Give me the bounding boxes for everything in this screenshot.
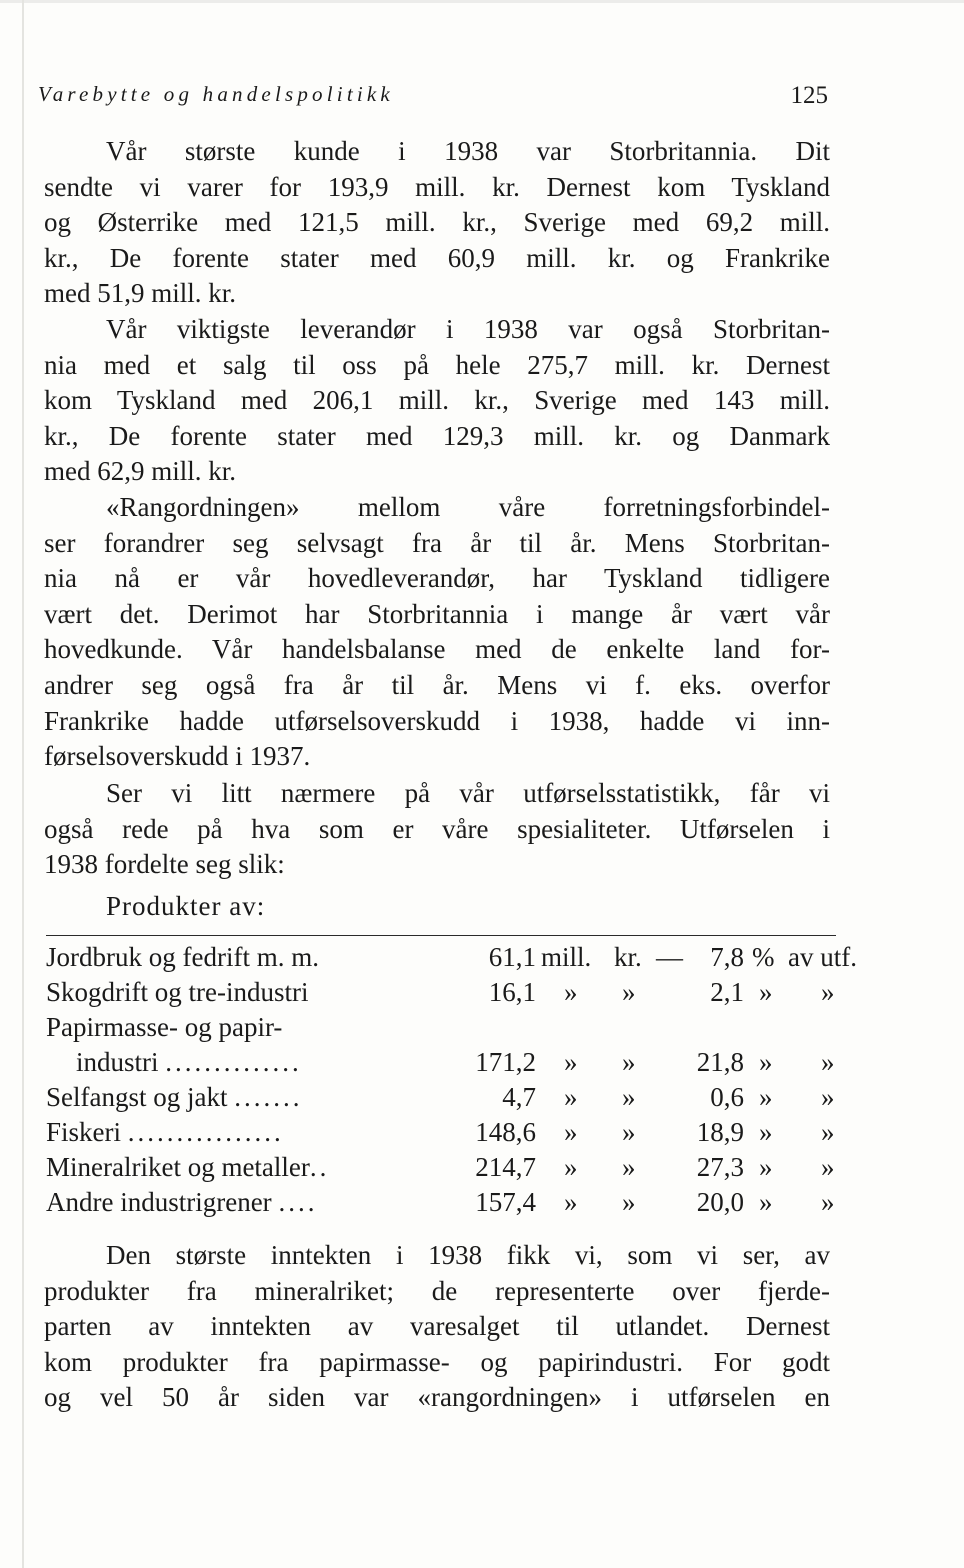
page-number: 125 [790,82,828,109]
row-tail: av utf. [788,942,857,972]
leader-dots: .. [309,1152,330,1182]
row-label [76,1047,302,1078]
ditto-mark: » [821,1082,835,1112]
products-heading: Produkter av: [106,891,266,921]
table-row [46,1187,836,1222]
row-percent: 20,0 [696,1187,744,1217]
ditto-mark: » [564,1117,578,1147]
text-line: førselsoverskudd i 1937. [44,741,311,772]
text-line: kom produkter fra papirmasse- og papirindustri. For godt [44,1346,830,1377]
text-line: Ser vi litt nærmere på vår utførselsstatistikk, får vi [106,778,830,808]
ditto-mark: » [821,977,835,1007]
paragraph-4 [44,776,830,883]
ditto-mark: » [622,1187,636,1217]
row-amount: 171,2 [475,1047,536,1077]
text-line: og Østerrike med 121,5 mill. kr., Sverige med 69,2 mill. [44,207,830,238]
row-amount: 214,7 [475,1152,536,1182]
text-line: kr., De forente stater med 129,3 mill. kr. og Danmark [44,420,830,451]
row-label: Jordbruk og fedrift m. m. [46,942,319,972]
text-line: kr., De forente stater med 60,9 mill. kr. og Frankrike [44,242,830,273]
row-percent: 7,8 [710,942,744,972]
text-line: nia med et salg til oss på hele 275,7 mill. kr. Dernest [44,349,830,380]
text-line: vært det. Derimot har Storbritannia i mange år vært vår [44,598,830,629]
table-row [46,977,836,1012]
row-percent: 18,9 [696,1117,744,1147]
paragraph-1 [44,134,830,312]
row-label: Papirmasse- og papir- [46,1012,283,1042]
text-line: også rede på hva som er våre spesialiteter. Utførselen i [44,813,830,844]
ditto-mark: » [759,1117,773,1147]
leader-dots: .............. [165,1047,302,1077]
text-line: Den største inntekten i 1938 fikk vi, som vi ser, av [106,1240,830,1270]
row-amount: 4,7 [502,1082,536,1112]
ditto-mark: » [759,1187,773,1217]
label-text: industri [76,1047,159,1077]
text-line: Vår viktigste leverandør i 1938 var også Storbritan- [106,314,830,344]
row-label [46,1082,302,1113]
text-line: «Rangordningen» mellom våre forretningsforbindel- [106,492,830,522]
ditto-mark: » [622,1082,636,1112]
table-top-rule [46,935,836,936]
label-text: Mineralriket og metaller [46,1152,310,1182]
leader-dots: ....... [234,1082,303,1112]
row-percent: 21,8 [696,1047,744,1077]
row-label [46,1187,317,1218]
leader-dots: .... [278,1187,318,1217]
label-text: Selfangst og jakt [46,1082,228,1112]
row-percent-sign: % [752,942,775,972]
ditto-mark: » [564,977,578,1007]
row-amount: 61,1 [488,942,536,972]
text-line: Vår største kunde i 1938 var Storbritannia. Dit [106,136,830,166]
row-percent: 27,3 [696,1152,744,1182]
text-line: og vel 50 år siden var «rangordningen» i utførselen en [44,1382,830,1413]
ditto-mark: » [564,1187,578,1217]
text-line: produkter fra mineralriket; de representerte over fjerde- [44,1275,830,1306]
text-line: nia nå er vår hovedleverandør, har Tyskland tidligere [44,563,830,594]
table-row [46,1152,836,1187]
row-dash: — [656,942,683,972]
table-row [46,1117,836,1152]
ditto-mark: » [759,1082,773,1112]
text-line: Frankrike hadde utførselsoverskudd i 1938, hadde vi inn- [44,705,830,736]
row-amount: 157,4 [475,1187,536,1217]
ditto-mark: » [564,1047,578,1077]
ditto-mark: » [821,1047,835,1077]
ditto-mark: » [622,1047,636,1077]
ditto-mark: » [622,1152,636,1182]
text-line: sendte vi varer for 193,9 mill. kr. Dernest kom Tyskland [44,171,830,202]
text-line: med 51,9 mill. kr. [44,278,236,309]
leader-dots: ................ [127,1117,284,1147]
text-line: med 62,9 mill. kr. [44,456,236,487]
paragraph-3 [44,490,830,775]
ditto-mark: » [759,977,773,1007]
ditto-mark: » [564,1152,578,1182]
ditto-mark: » [759,1152,773,1182]
text-line: 1938 fordelte seg slik: [44,849,285,880]
row-amount: 148,6 [475,1117,536,1147]
text-line: kom Tyskland med 206,1 mill. kr., Sverige med 143 mill. [44,385,830,416]
text-line: andrer seg også fra år til år. Mens vi f. eks. overfor [44,669,830,700]
row-unit-mill: mill. [541,942,592,972]
ditto-mark: » [622,977,636,1007]
paragraph-5 [44,1238,830,1416]
row-amount: 16,1 [488,977,536,1007]
running-head [38,82,828,112]
text-line: ser forandrer seg selvsagt fra år til år. Mens Storbritan- [44,527,830,558]
running-title: Varebytte og handelspolitikk [38,82,394,106]
table-row [46,1082,836,1117]
ditto-mark: » [564,1082,578,1112]
table-row [46,1047,836,1082]
row-label [46,1117,284,1148]
ditto-mark: » [622,1117,636,1147]
ditto-mark: » [821,1117,835,1147]
text-line: hovedkunde. Vår handelsbalanse med de enkelte land for- [44,634,830,665]
ditto-mark: » [759,1047,773,1077]
text-line: parten av inntekten av varesalget til utlandet. Dernest [44,1311,830,1342]
label-text: Andre industrigrener [46,1187,272,1217]
table-row [46,1012,836,1047]
label-text: Fiskeri [46,1117,122,1147]
paragraph-2 [44,312,830,490]
row-percent: 2,1 [710,977,744,1007]
ditto-mark: » [821,1152,835,1182]
row-percent: 0,6 [710,1082,744,1112]
row-unit-kr: kr. [614,942,642,972]
row-label [46,1152,329,1183]
ditto-mark: » [821,1187,835,1217]
table-row [46,942,857,977]
row-label: Skogdrift og tre-industri [46,977,309,1007]
